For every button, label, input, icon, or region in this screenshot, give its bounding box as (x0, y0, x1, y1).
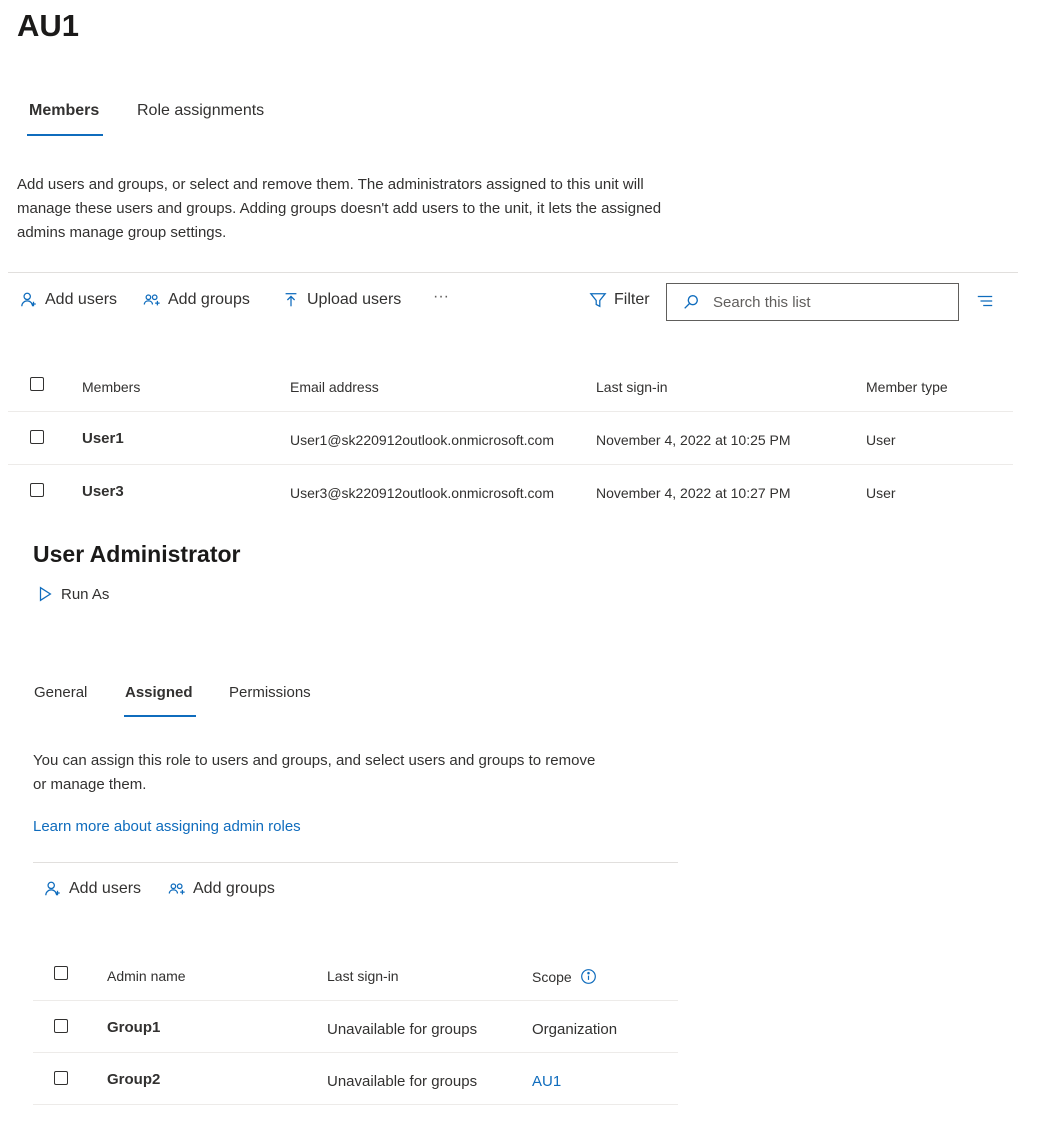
upload-users-button[interactable] (281, 290, 401, 310)
filter-label: Filter (614, 291, 650, 308)
role-add-groups-button[interactable] (167, 879, 275, 899)
member-name[interactable]: User3 (82, 483, 124, 500)
add-user-icon (43, 879, 63, 899)
role-add-groups-label: Add groups (193, 880, 275, 897)
add-users-button[interactable] (19, 290, 117, 310)
column-header-last-signin[interactable]: Last sign-in (327, 968, 399, 984)
play-icon (35, 584, 55, 604)
filter-icon (588, 290, 608, 310)
role-toolbar-divider (33, 862, 678, 863)
search-box[interactable] (666, 283, 959, 321)
member-last-signin: November 4, 2022 at 10:27 PM (596, 485, 791, 501)
list-options-icon (975, 291, 995, 311)
upload-icon (281, 290, 301, 310)
column-header-members[interactable]: Members (82, 379, 141, 395)
tab-general[interactable]: General (34, 684, 88, 701)
column-header-email[interactable]: Email address (290, 379, 379, 395)
tab-members-underline (27, 134, 103, 136)
row-divider (33, 1104, 678, 1105)
tab-assigned[interactable]: Assigned (125, 684, 193, 701)
tab-permissions[interactable]: Permissions (229, 684, 311, 701)
row-checkbox[interactable] (54, 1019, 68, 1033)
admin-scope-link[interactable]: AU1 (532, 1073, 562, 1090)
learn-more-link[interactable]: Learn more about assigning admin roles (33, 818, 301, 835)
admin-name[interactable]: Group1 (107, 1019, 161, 1036)
description-line: or manage them. (33, 776, 147, 793)
info-icon[interactable] (580, 968, 597, 985)
admin-last-signin: Unavailable for groups (327, 1021, 478, 1038)
add-user-icon (19, 290, 39, 310)
toolbar-divider (8, 272, 1018, 273)
filter-button[interactable] (588, 290, 650, 310)
add-group-icon (167, 879, 187, 899)
description-line: admins manage group settings. (17, 224, 227, 241)
row-checkbox[interactable] (54, 1071, 68, 1085)
add-group-icon (142, 290, 162, 310)
search-icon (681, 292, 701, 312)
description-line: Add users and groups, or select and remove them. The administrators assigned to this unit will (17, 176, 644, 193)
page-title: AU1 (17, 8, 80, 43)
column-header-admin-name[interactable]: Admin name (107, 968, 186, 984)
row-divider (33, 1000, 678, 1001)
description-line: You can assign this role to users and groups, and select users and groups to remove (33, 752, 596, 769)
upload-users-label: Upload users (307, 291, 402, 308)
unit-description (17, 173, 797, 245)
member-email: User1@sk220912outlook.onmicrosoft.com (290, 432, 555, 448)
search-input[interactable] (711, 293, 935, 312)
role-add-users-label: Add users (69, 880, 142, 897)
member-type: User (866, 485, 896, 501)
tab-role-assignments[interactable]: Role assignments (137, 102, 265, 119)
member-last-signin: November 4, 2022 at 10:25 PM (596, 432, 791, 448)
scope-header-label: Scope (532, 968, 572, 985)
add-groups-button[interactable] (142, 290, 250, 310)
column-header-scope[interactable] (532, 968, 597, 985)
column-header-member-type[interactable]: Member type (866, 379, 948, 395)
row-divider (8, 411, 1013, 412)
run-as-button[interactable] (35, 584, 109, 604)
row-divider (33, 1052, 678, 1053)
member-email: User3@sk220912outlook.onmicrosoft.com (290, 485, 555, 501)
tab-members[interactable]: Members (29, 102, 100, 119)
row-checkbox[interactable] (30, 430, 44, 444)
run-as-label: Run As (61, 585, 110, 603)
select-all-checkbox[interactable] (30, 377, 44, 391)
tab-assigned-underline (124, 715, 196, 717)
role-description (33, 749, 693, 797)
role-add-users-button[interactable] (43, 879, 141, 899)
admin-scope: Organization (532, 1021, 618, 1038)
description-line: manage these users and groups. Adding groups doesn't add users to the unit, it lets the assigned (17, 200, 662, 217)
admin-name[interactable]: Group2 (107, 1071, 161, 1088)
column-options-button[interactable] (975, 291, 995, 315)
row-checkbox[interactable] (30, 483, 44, 497)
member-name[interactable]: User1 (82, 430, 124, 447)
add-groups-label: Add groups (168, 291, 250, 308)
column-header-last-signin[interactable]: Last sign-in (596, 379, 668, 395)
member-type: User (866, 432, 896, 448)
row-divider (8, 464, 1013, 465)
more-options-button[interactable]: ··· (433, 288, 449, 305)
role-title: User Administrator (33, 541, 241, 567)
admin-last-signin: Unavailable for groups (327, 1073, 478, 1090)
add-users-label: Add users (45, 291, 118, 308)
role-select-all-checkbox[interactable] (54, 966, 68, 980)
